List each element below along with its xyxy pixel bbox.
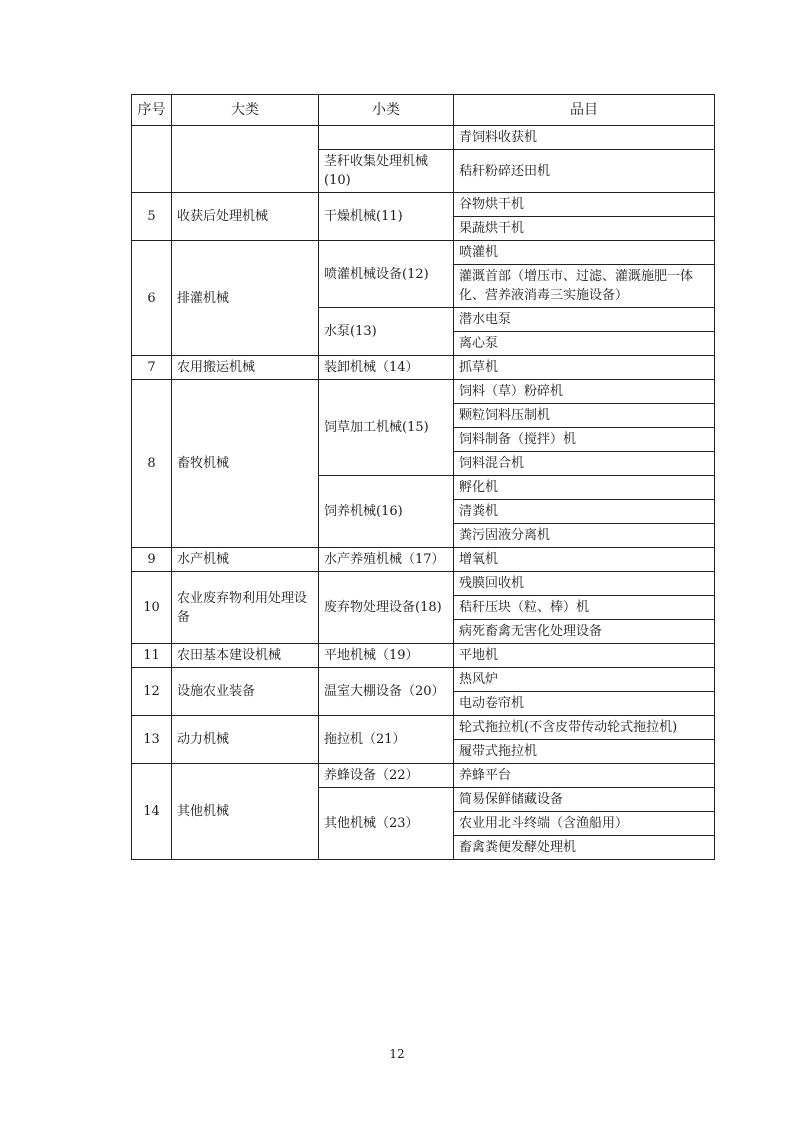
item-cell: 电动卷帘机 (454, 692, 715, 716)
subcategory-cell: 干燥机械(11) (319, 193, 454, 241)
item-cell: 谷物烘干机 (454, 193, 715, 217)
subcategory-cell: 饲养机械(16) (319, 476, 454, 548)
table-row (132, 356, 715, 380)
category-cell: 农用搬运机械 (172, 356, 319, 380)
header-row (132, 95, 715, 126)
item-cell: 增氧机 (454, 548, 715, 572)
seq-cell: 7 (132, 356, 172, 380)
seq-cell: 11 (132, 644, 172, 668)
item-cell: 孵化机 (454, 476, 715, 500)
subcategory-cell: 养蜂设备（22） (319, 764, 454, 788)
subcategory-cell: 温室大棚设备（20） (319, 668, 454, 716)
item-cell: 养蜂平台 (454, 764, 715, 788)
item-cell: 离心泵 (454, 332, 715, 356)
item-cell: 灌溉首部（增压市、过滤、灌溉施肥一体化、营养液消毒三实施设备） (454, 265, 715, 308)
item-cell: 果蔬烘干机 (454, 217, 715, 241)
table-row (132, 716, 715, 740)
header-subcategory: 小类 (319, 95, 454, 126)
seq-cell: 10 (132, 572, 172, 644)
seq-cell (132, 126, 172, 193)
category-cell: 畜牧机械 (172, 380, 319, 548)
subcategory-cell: 其他机械（23） (319, 788, 454, 860)
category-cell: 水产机械 (172, 548, 319, 572)
table-row (132, 668, 715, 692)
page-number: 12 (389, 1047, 405, 1061)
item-cell: 粪污固液分离机 (454, 524, 715, 548)
table-row (132, 380, 715, 404)
item-cell: 热风炉 (454, 668, 715, 692)
item-cell: 颗粒饲料压制机 (454, 404, 715, 428)
item-cell: 病死畜禽无害化处理设备 (454, 620, 715, 644)
header-seq: 序号 (132, 95, 172, 126)
seq-cell: 14 (132, 764, 172, 860)
header-item: 品目 (454, 95, 715, 126)
item-cell: 畜禽粪便发酵处理机 (454, 836, 715, 860)
category-cell: 动力机械 (172, 716, 319, 764)
table-row (132, 764, 715, 788)
table-row (132, 241, 715, 265)
subcategory-cell: 废弃物处理设备(18) (319, 572, 454, 644)
category-cell (172, 126, 319, 193)
item-cell: 平地机 (454, 644, 715, 668)
item-cell: 青饲料收获机 (454, 126, 715, 150)
seq-cell: 12 (132, 668, 172, 716)
seq-cell: 5 (132, 193, 172, 241)
category-cell: 收获后处理机械 (172, 193, 319, 241)
subcategory-cell: 茎秆收集处理机械(10) (319, 150, 454, 193)
item-cell: 饲料制备（搅拌）机 (454, 428, 715, 452)
item-cell: 清粪机 (454, 500, 715, 524)
table-row (132, 644, 715, 668)
subcategory-cell (319, 126, 454, 150)
item-cell: 潜水电泵 (454, 308, 715, 332)
seq-cell: 13 (132, 716, 172, 764)
subcategory-cell: 平地机械（19） (319, 644, 454, 668)
subcategory-cell: 水产养殖机械（17） (319, 548, 454, 572)
item-cell: 农业用北斗终端（含渔船用） (454, 812, 715, 836)
table-body (132, 126, 715, 860)
item-cell: 秸秆粉碎还田机 (454, 150, 715, 193)
seq-cell: 9 (132, 548, 172, 572)
category-cell: 其他机械 (172, 764, 319, 860)
item-cell: 饲料混合机 (454, 452, 715, 476)
category-cell: 排灌机械 (172, 241, 319, 356)
item-cell: 秸秆压块（粒、棒）机 (454, 596, 715, 620)
subcategory-cell: 水泵(13) (319, 308, 454, 356)
category-cell: 农业废弃物利用处理设备 (172, 572, 319, 644)
table-row (132, 193, 715, 217)
item-cell: 简易保鲜储藏设备 (454, 788, 715, 812)
item-cell: 喷灌机 (454, 241, 715, 265)
header-category: 大类 (172, 95, 319, 126)
item-cell: 履带式拖拉机 (454, 740, 715, 764)
table-row (132, 572, 715, 596)
item-cell: 饲料（草）粉碎机 (454, 380, 715, 404)
subcategory-cell: 装卸机械（14） (319, 356, 454, 380)
item-cell: 轮式拖拉机(不含皮带传动轮式拖拉机) (454, 716, 715, 740)
item-cell: 残膜回收机 (454, 572, 715, 596)
seq-cell: 8 (132, 380, 172, 548)
table-header (132, 95, 715, 126)
subcategory-cell: 喷灌机械设备(12) (319, 241, 454, 308)
category-cell: 设施农业装备 (172, 668, 319, 716)
category-cell: 农田基本建设机械 (172, 644, 319, 668)
subcategory-cell: 拖拉机（21） (319, 716, 454, 764)
table-row (132, 126, 715, 150)
subcategory-cell: 饲草加工机械(15) (319, 380, 454, 476)
machinery-catalog-table (131, 94, 715, 860)
item-cell: 抓草机 (454, 356, 715, 380)
table-row (132, 548, 715, 572)
seq-cell: 6 (132, 241, 172, 356)
